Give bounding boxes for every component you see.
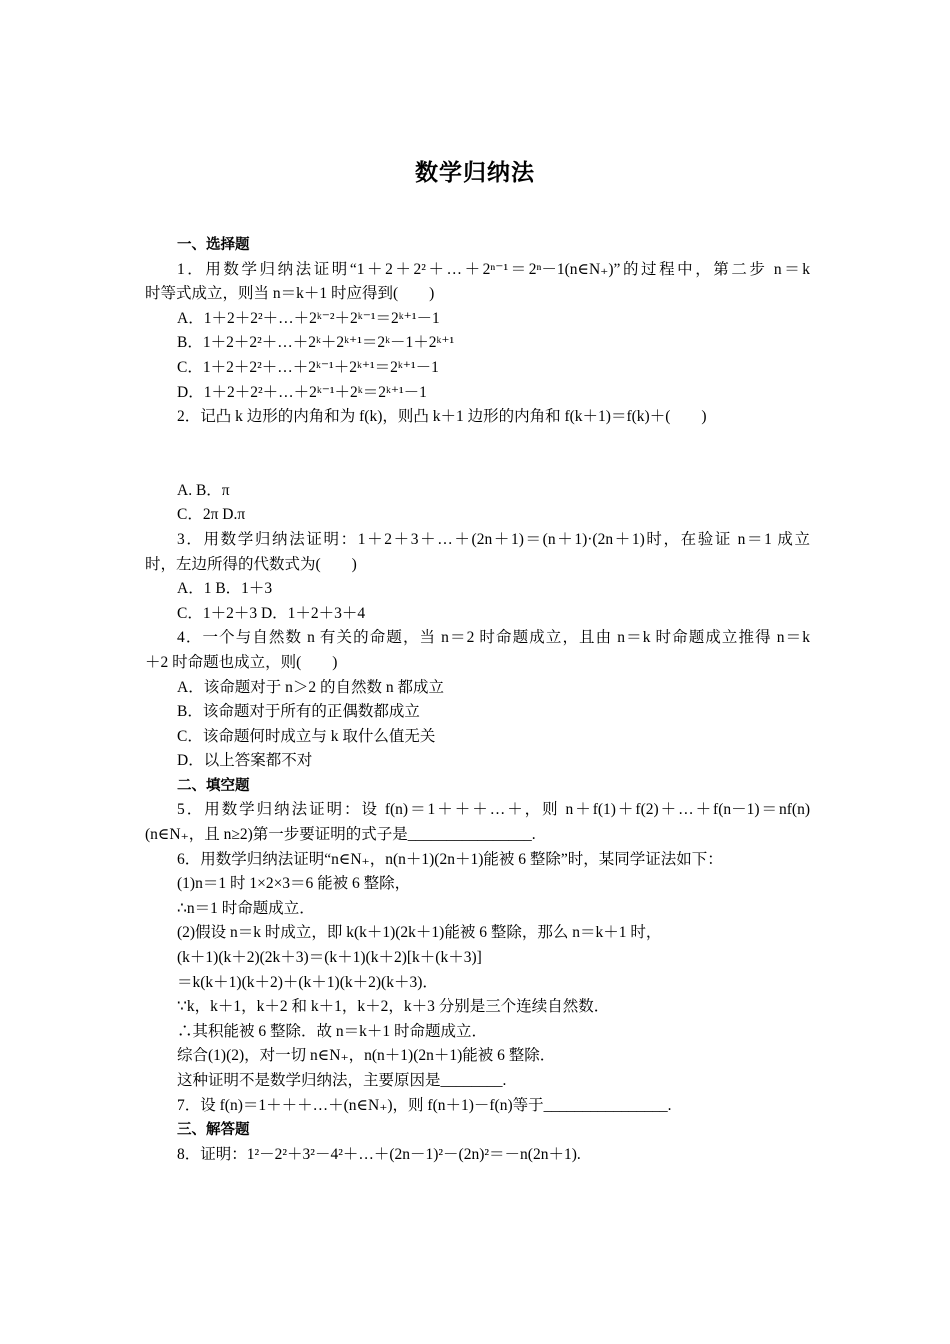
question-3-stem: 3．用数学归纳法证明：1＋2＋3＋…＋(2n＋1)＝(n＋1)·(2n＋1)时，在验证 n＝1 成立 bbox=[177, 530, 810, 548]
section-heading-answer: 三、解答题 bbox=[177, 1122, 250, 1139]
question-5-stem: 5．用数学归纳法证明：设 f(n)＝1＋＋＋…＋，则 n＋f(1)＋f(2)＋…＋f(n－1)＝nf(n) bbox=[177, 801, 810, 819]
question-4-option-b: B．该命题对于所有的正偶数都成立 bbox=[177, 703, 420, 721]
section-heading-fill: 二、填空题 bbox=[177, 777, 250, 794]
question-1-stem: 1．用数学归纳法证明“1＋2＋2²＋…＋2ⁿ⁻¹＝2ⁿ－1(n∈N₊)”的过程中，第二步 n＝k bbox=[177, 260, 810, 278]
question-8-stem: 8．证明：1²－2²＋3²－4²＋…＋(2n－1)²－(2n)²＝－n(2n＋1). bbox=[177, 1145, 581, 1163]
document-body bbox=[145, 233, 810, 1167]
question-1-option-c: C．1＋2＋2²＋…＋2ᵏ⁻¹＋2ᵏ⁺¹＝2ᵏ⁺¹－1 bbox=[177, 358, 439, 376]
question-5-stem-cont: (n∈N₊，且 n≥2)第一步要证明的式子是________________. bbox=[145, 826, 536, 844]
question-1-option-a: A．1＋2＋2²＋…＋2ᵏ⁻²＋2ᵏ⁻¹＝2ᵏ⁺¹－1 bbox=[177, 309, 440, 327]
question-4-option-d: D．以上答案都不对 bbox=[177, 752, 313, 770]
question-2-options-cd: C．2π D.π bbox=[177, 506, 246, 524]
question-4-option-a: A．该命题对于 n＞2 的自然数 n 都成立 bbox=[177, 678, 444, 696]
page-title: 数学归纳法 bbox=[415, 160, 535, 186]
question-4-stem-cont: ＋2 时命题也成立，则( ) bbox=[145, 653, 338, 671]
question-2-options-ab: A. B．π bbox=[177, 481, 230, 499]
question-1-option-d: D．1＋2＋2²＋…＋2ᵏ⁻¹＋2ᵏ＝2ᵏ⁺¹－1 bbox=[177, 383, 427, 401]
question-6-question: 这种证明不是数学归纳法，主要原因是________. bbox=[177, 1072, 507, 1089]
question-1-option-b: B．1＋2＋2²＋…＋2ᵏ＋2ᵏ⁺¹＝2ᵏ－1＋2ᵏ⁺¹ bbox=[177, 334, 455, 352]
question-4-option-c: C．该命题何时成立与 k 取什么值无关 bbox=[177, 727, 436, 745]
question-6-stem: 6．用数学归纳法证明“n∈N₊，n(n＋1)(2n＋1)能被 6 整除”时，某同学证法如下： bbox=[177, 850, 723, 868]
question-2-stem: 2．记凸 k 边形的内角和为 f(k)，则凸 k＋1 边形的内角和 f(k＋1)＝f(k)＋( ) bbox=[177, 408, 707, 426]
question-4-stem: 4．一个与自然数 n 有关的命题，当 n＝2 时命题成立，且由 n＝k 时命题成立推得 n＝k bbox=[177, 629, 810, 647]
question-6-proof-line: (1)n＝1 时 1×2×3＝6 能被 6 整除， bbox=[177, 875, 411, 893]
blank-space bbox=[145, 430, 810, 479]
question-6-proof-line: (2)假设 n＝k 时成立，即 k(k＋1)(2k＋1)能被 6 整除，那么 n＝k＋1 时， bbox=[177, 924, 662, 942]
question-6-proof-line: 综合(1)(2)，对一切 n∈N₊，n(n＋1)(2n＋1)能被 6 整除． bbox=[177, 1047, 556, 1065]
question-6-proof-line: (k＋1)(k＋2)(2k＋3)＝(k＋1)(k＋2)[k＋(k＋3)] bbox=[177, 949, 482, 967]
question-3-options-cd: C．1＋2＋3 D．1＋2＋3＋4 bbox=[177, 604, 366, 622]
question-7-stem: 7．设 f(n)＝1＋＋＋…＋(n∈N₊)，则 f(n＋1)－f(n)等于________________. bbox=[177, 1096, 672, 1114]
section-heading-choice: 一、选择题 bbox=[177, 237, 250, 253]
question-3-options-ab: A．1 B．1＋3 bbox=[177, 580, 273, 598]
question-1-stem-cont: 时等式成立，则当 n＝k＋1 时应得到( ) bbox=[145, 285, 435, 303]
question-6-proof-line: ＝k(k＋1)(k＋2)＋(k＋1)(k＋2)(k＋3)． bbox=[177, 973, 438, 991]
question-6-proof-line: ∴其积能被 6 整除．故 n＝k＋1 时命题成立． bbox=[177, 1022, 488, 1040]
question-6-proof-line: ∴n＝1 时命题成立． bbox=[177, 899, 315, 917]
question-6-proof-line: ∵k，k＋1，k＋2 和 k＋1，k＋2，k＋3 分别是三个连续自然数． bbox=[177, 998, 610, 1016]
question-3-stem-cont: 时，左边所得的代数式为( ) bbox=[145, 555, 357, 573]
